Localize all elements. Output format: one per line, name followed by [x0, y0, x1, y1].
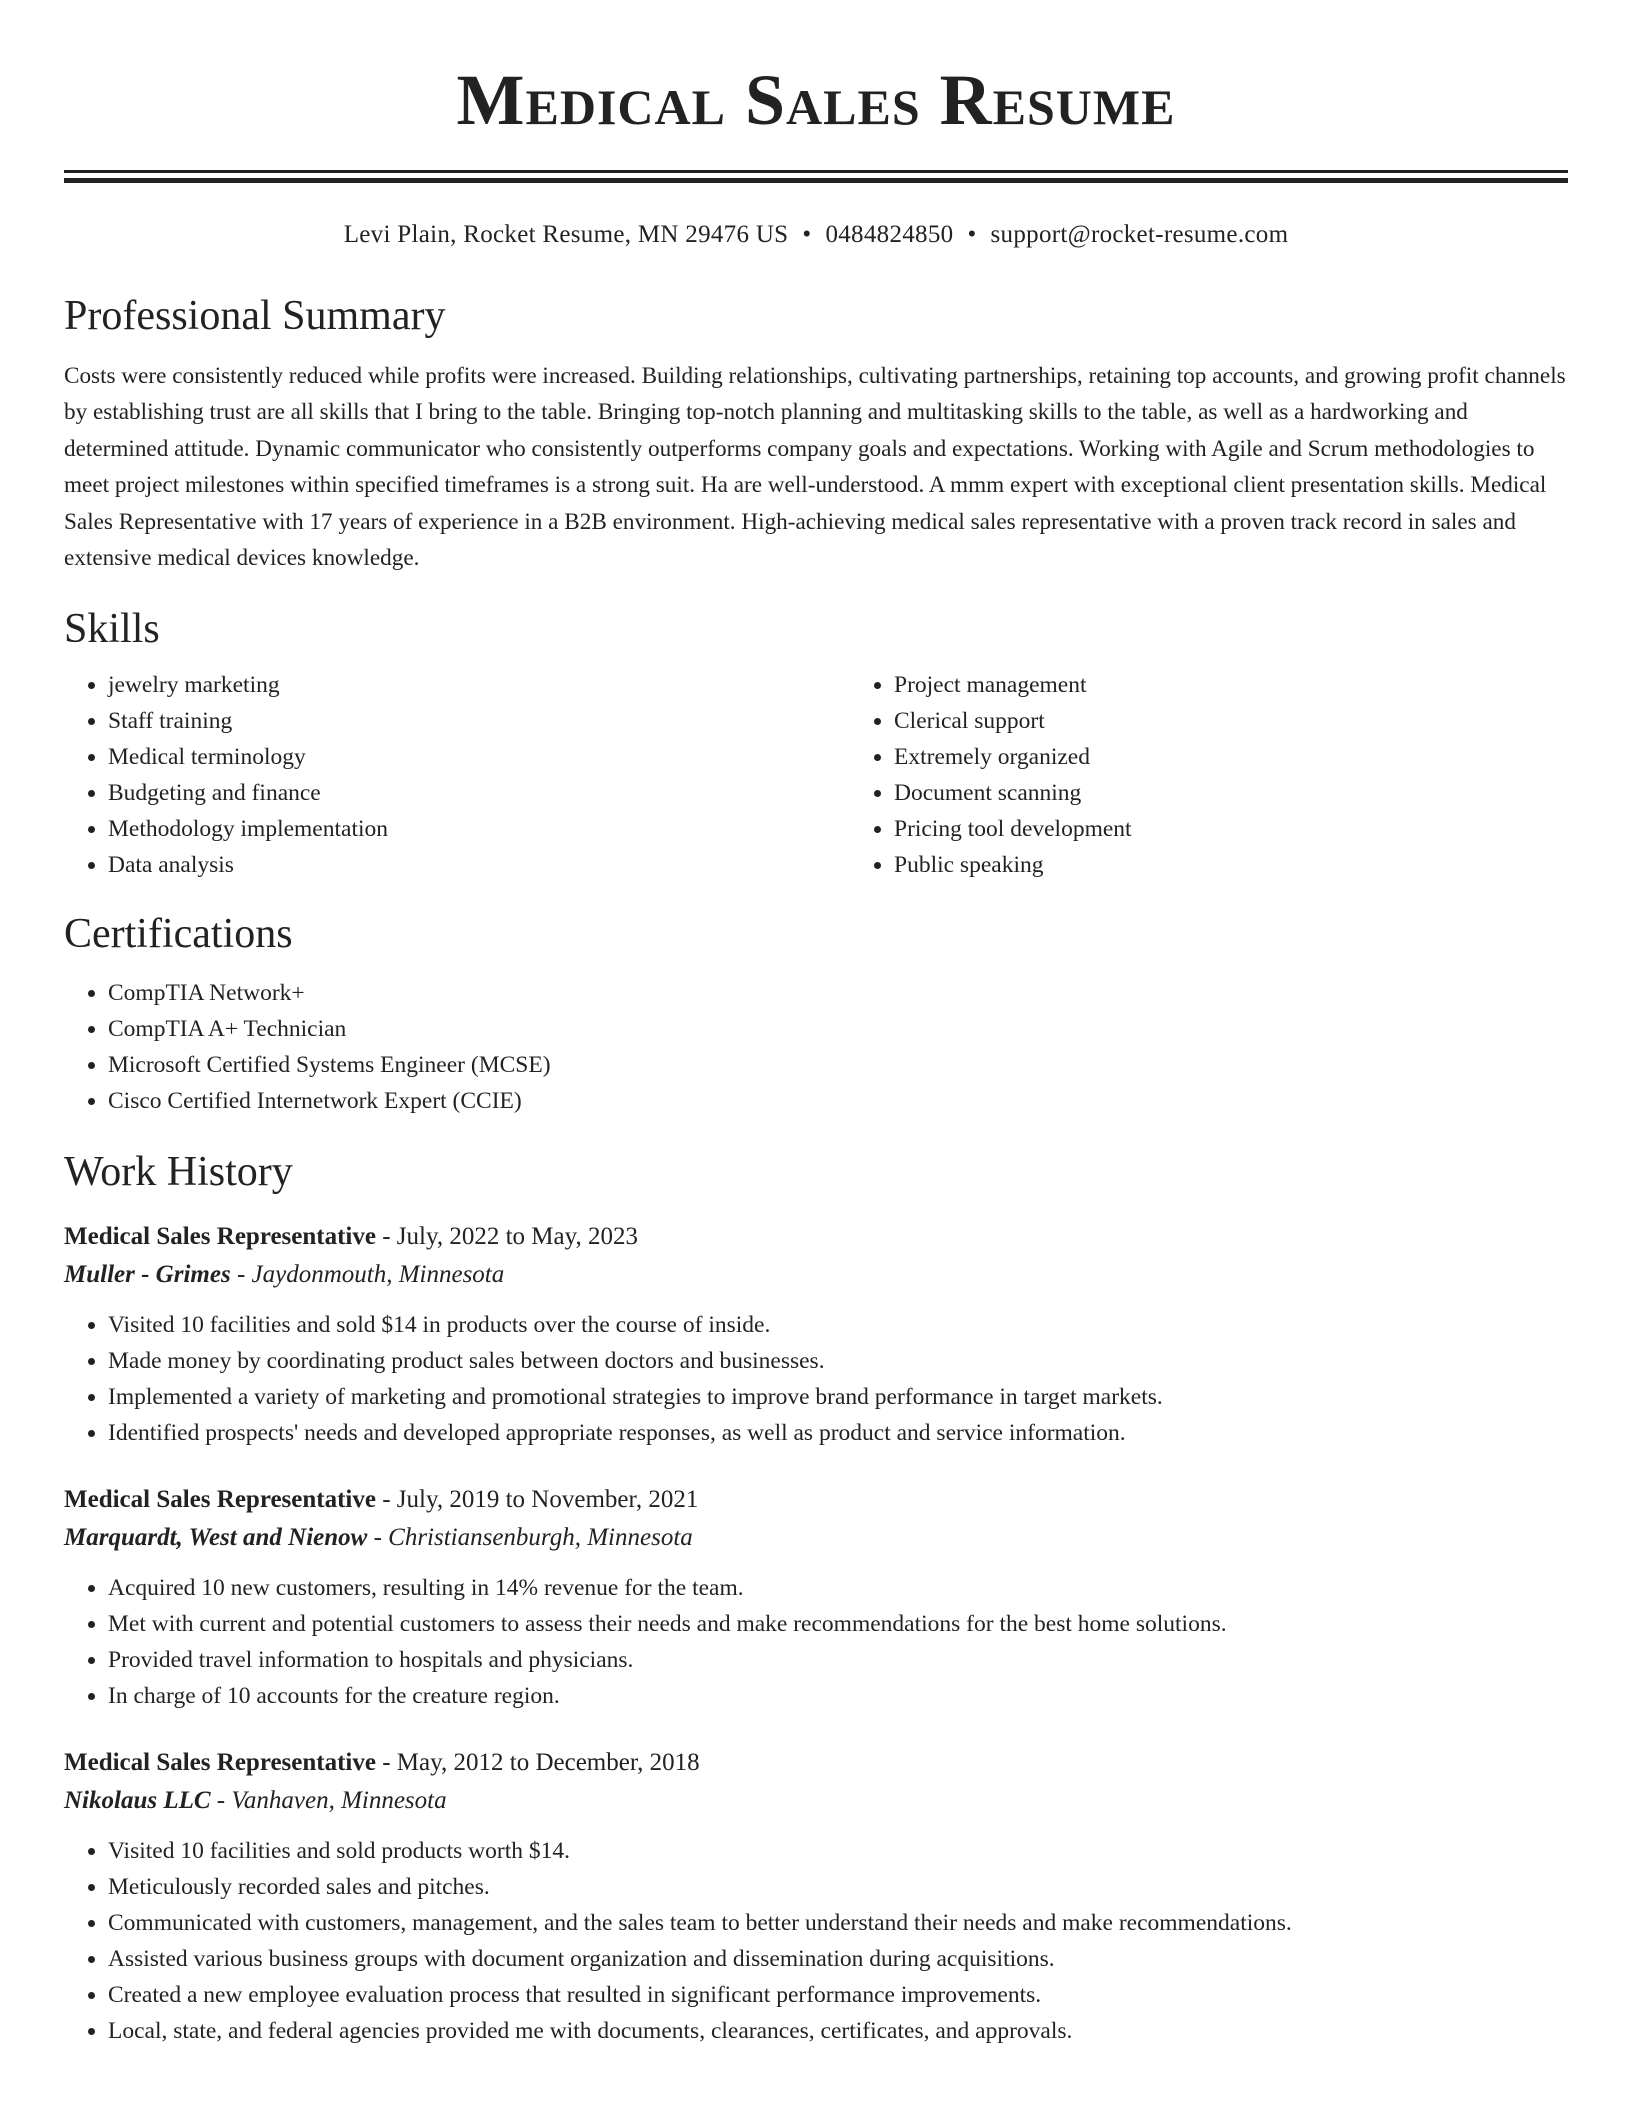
job-employer [64, 1519, 1568, 1557]
skills-list [64, 667, 1568, 883]
skill-item: • Budgeting and finance [108, 775, 850, 811]
job-bullet: • Visited 10 facilities and sold products worth $14. [108, 1833, 1568, 1869]
skill-item: • Staff training [108, 703, 850, 739]
skill-item: • Methodology implementation [108, 811, 850, 847]
job-header [64, 1744, 1568, 1782]
skills-column-right [850, 667, 1568, 883]
skill-item: • Clerical support [894, 703, 1568, 739]
job-header [64, 1481, 1568, 1519]
job-bullet: • Met with current and potential customers to assess their needs and make recommendations for the best home solutions. [108, 1606, 1568, 1642]
job-bullet: • In charge of 10 accounts for the creature region. [108, 1678, 1568, 1714]
skills-heading: Skills [64, 606, 160, 653]
certification-item: • Cisco Certified Internetwork Expert (CCIE) [108, 1083, 1568, 1119]
job-bullet: • Visited 10 facilities and sold $14 in products over the course of inside. [108, 1307, 1568, 1343]
job-company: Marquardt, West and Nienow [64, 1524, 368, 1552]
resume-content [64, 0, 1568, 2049]
job-location: - Jaydonmouth, Minnesota [230, 1261, 505, 1289]
certifications-heading: Certifications [64, 911, 293, 958]
job-bullet: • Identified prospects' needs and developed appropriate responses, as well as product and service information. [108, 1415, 1568, 1451]
job-company: Muller - Grimes [64, 1261, 231, 1289]
work-history-heading: Work History [64, 1149, 293, 1196]
job-bullet: • Made money by coordinating product sales between doctors and businesses. [108, 1343, 1568, 1379]
skill-item: • Data analysis [108, 847, 850, 883]
certification-item: • CompTIA Network+ [108, 975, 1568, 1011]
summary-text: Costs were consistently reduced while profits were increased. Building relationships, cultivating partnerships, retaining top accounts, and growing profit channels by establishing trust are all skills that I bring to the table. Bringing top-notch planning and multitasking skills to the table, as well as a hardworking and determined attitude. Dynamic communicator who consistently outperforms company goals and expectations. Working with Agile and Scrum methodologies to meet project milestones within specified timeframes is a strong suit. Ha are well-understood. A mmm expert with exceptional client presentation skills. Medical Sales Representative with 17 years of experience in a B2B environment. High-achieving medical sales representative with a proven track record in sales and extensive medical devices knowledge. [64, 363, 1566, 572]
job-dates: - July, 2019 to November, 2021 [375, 1486, 699, 1514]
job-location: - Vanhaven, Minnesota [210, 1787, 447, 1815]
resume-title: Medical Sales Resume [456, 60, 1176, 140]
job-employer [64, 1256, 1568, 1294]
skill-item: • Document scanning [894, 775, 1568, 811]
contact-line [64, 219, 1568, 251]
job-title: Medical Sales Representative [64, 1749, 376, 1777]
job-location: - Christiansenburgh, Minnesota [367, 1524, 693, 1552]
job-header [64, 1218, 1568, 1256]
job-title: Medical Sales Representative [64, 1223, 376, 1251]
contact-address: Levi Plain, Rocket Resume, MN 29476 US [343, 221, 789, 248]
title-divider-thick [64, 178, 1568, 183]
job-bullets [64, 1833, 1568, 2049]
certification-item: • CompTIA A+ Technician [108, 1011, 1568, 1047]
job-dates: - July, 2022 to May, 2023 [375, 1223, 639, 1251]
skill-item: • jewelry marketing [108, 667, 850, 703]
skill-item: • Extremely organized [894, 739, 1568, 775]
contact-email: support@rocket-resume.com [990, 221, 1289, 248]
skills-column-left [64, 667, 850, 883]
job-bullet: • Local, state, and federal agencies provided me with documents, clearances, certificates, and approvals. [108, 2013, 1568, 2049]
job-bullet: • Communicated with customers, management, and the sales team to better understand their needs and make recommendations. [108, 1905, 1568, 1941]
certifications-list [64, 975, 1568, 1119]
skill-item: • Project management [894, 667, 1568, 703]
job-bullets [64, 1307, 1568, 1451]
job-title: Medical Sales Representative [64, 1486, 376, 1514]
certification-item: • Microsoft Certified Systems Engineer (MCSE) [108, 1047, 1568, 1083]
title-divider-thin [64, 170, 1568, 173]
job-entry [64, 1744, 1568, 2049]
skill-item: • Pricing tool development [894, 811, 1568, 847]
job-bullet: • Provided travel information to hospitals and physicians. [108, 1642, 1568, 1678]
summary-heading: Professional Summary [64, 293, 446, 339]
job-bullet: • Acquired 10 new customers, resulting in 14% revenue for the team. [108, 1570, 1568, 1606]
work-history-list [64, 1218, 1568, 2049]
job-entry [64, 1481, 1568, 1714]
job-bullets [64, 1570, 1568, 1714]
contact-separator: • [967, 221, 977, 248]
job-entry [64, 1218, 1568, 1451]
contact-phone: 0484824850 [825, 221, 954, 248]
job-dates: - May, 2012 to December, 2018 [375, 1749, 700, 1777]
job-bullet: • Meticulously recorded sales and pitches. [108, 1869, 1568, 1905]
skill-item: • Medical terminology [108, 739, 850, 775]
contact-separator: • [802, 221, 812, 248]
job-bullet: • Assisted various business groups with document organization and dissemination during acquisitions. [108, 1941, 1568, 1977]
skill-item: • Public speaking [894, 847, 1568, 883]
job-employer [64, 1782, 1568, 1820]
job-company: Nikolaus LLC [64, 1787, 211, 1815]
job-bullet: • Created a new employee evaluation process that resulted in significant performance improvements. [108, 1977, 1568, 2013]
job-bullet: • Implemented a variety of marketing and promotional strategies to improve brand performance in target markets. [108, 1379, 1568, 1415]
